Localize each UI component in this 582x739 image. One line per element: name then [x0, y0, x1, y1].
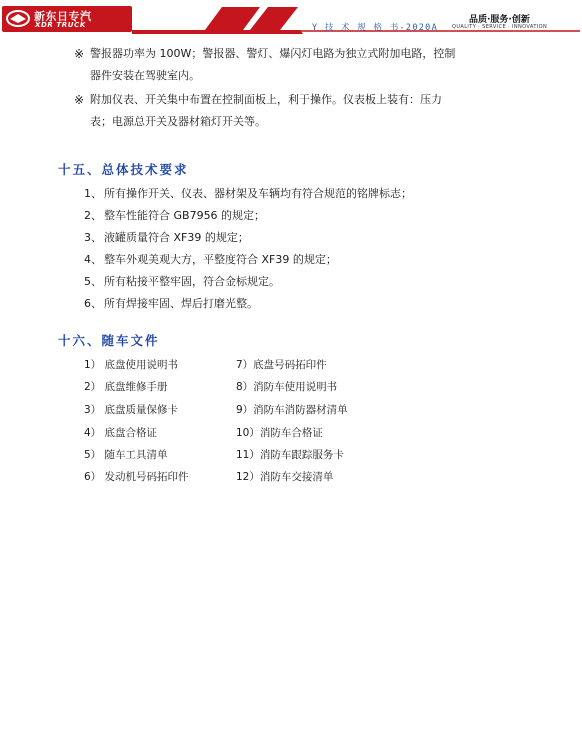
item-text: 整车性能符合 GB7956 的规定； — [104, 209, 266, 222]
item-text: 所有粘接平整牢固，符合金标规定。 — [104, 275, 280, 288]
brand-emblem-icon — [6, 10, 30, 27]
item-number: 4、 — [84, 253, 102, 266]
slogan-chinese: 品质·服务·创新 — [469, 15, 530, 25]
logo-english-text: XDR TRUCK — [35, 21, 86, 29]
document-entry: 5） 随车工具清单 — [84, 449, 168, 461]
document-entry: 2） 底盘维修手册 — [84, 381, 168, 393]
document-entry: 6） 发动机号码拓印件 — [84, 471, 189, 483]
item-number: 6、 — [84, 297, 102, 310]
document-entry: 9）消防车消防器材清单 — [236, 404, 348, 416]
note-line: 表；电源总开关及器材箱灯开关等。 — [90, 115, 266, 128]
list-item — [84, 274, 280, 290]
logo-chinese-text: 新东日专汽 — [34, 10, 92, 23]
document-entry: 3） 底盘质量保修卡 — [84, 404, 179, 416]
note-line: 器件安装在驾驶室内。 — [90, 69, 200, 82]
reference-mark: ※ — [74, 93, 85, 107]
document-entry: 12）消防车交接清单 — [236, 471, 334, 483]
note-item — [74, 89, 530, 133]
note-line: 警报器功率为 100W；警报器、警灯、爆闪灯电路为独立式附加电路，控制 — [90, 47, 456, 60]
list-item — [84, 252, 337, 268]
item-text: 整车外观美观大方，平整度符合 XF39 的规定； — [104, 253, 337, 266]
section-title: 十五、总体技术要求 — [58, 162, 189, 177]
item-number: 1、 — [84, 187, 102, 200]
document-entry: 1） 底盘使用说明书 — [84, 359, 179, 371]
note-item — [74, 43, 530, 87]
document-entry: 8）消防车使用说明书 — [236, 381, 338, 393]
list-item — [84, 186, 412, 202]
slogan-english: QUALITY · SERVICE · INNOVATION — [452, 24, 548, 30]
item-number: 5、 — [84, 275, 102, 288]
reference-mark: ※ — [74, 47, 85, 61]
document-entry: 10）消防车合格证 — [236, 427, 323, 439]
note-line: 附加仪表、开关集中布置在控制面板上，利于操作。仪表板上装有：压力 — [90, 93, 442, 106]
item-text: 液罐质量符合 XF39 的规定； — [104, 231, 249, 244]
document-entry: 4） 底盘合格证 — [84, 427, 158, 439]
brand-logo — [2, 6, 132, 32]
document-code: Y 技 术 规 格 书-2020A — [312, 23, 439, 33]
list-item — [84, 296, 258, 312]
document-entry: 7）底盘号码拓印件 — [236, 359, 327, 371]
page-header — [0, 0, 582, 34]
item-number: 2、 — [84, 209, 102, 222]
item-text: 所有操作开关、仪表、器材架及车辆均有符合规范的铭牌标志； — [104, 187, 412, 200]
list-item — [84, 230, 249, 246]
item-number: 3、 — [84, 231, 102, 244]
section-title: 十六、随车文件 — [58, 333, 160, 348]
list-item — [84, 208, 265, 224]
document-entry: 11）消防车跟踪服务卡 — [236, 449, 344, 461]
item-text: 所有焊接牢固、焊后打磨光整。 — [104, 297, 258, 310]
